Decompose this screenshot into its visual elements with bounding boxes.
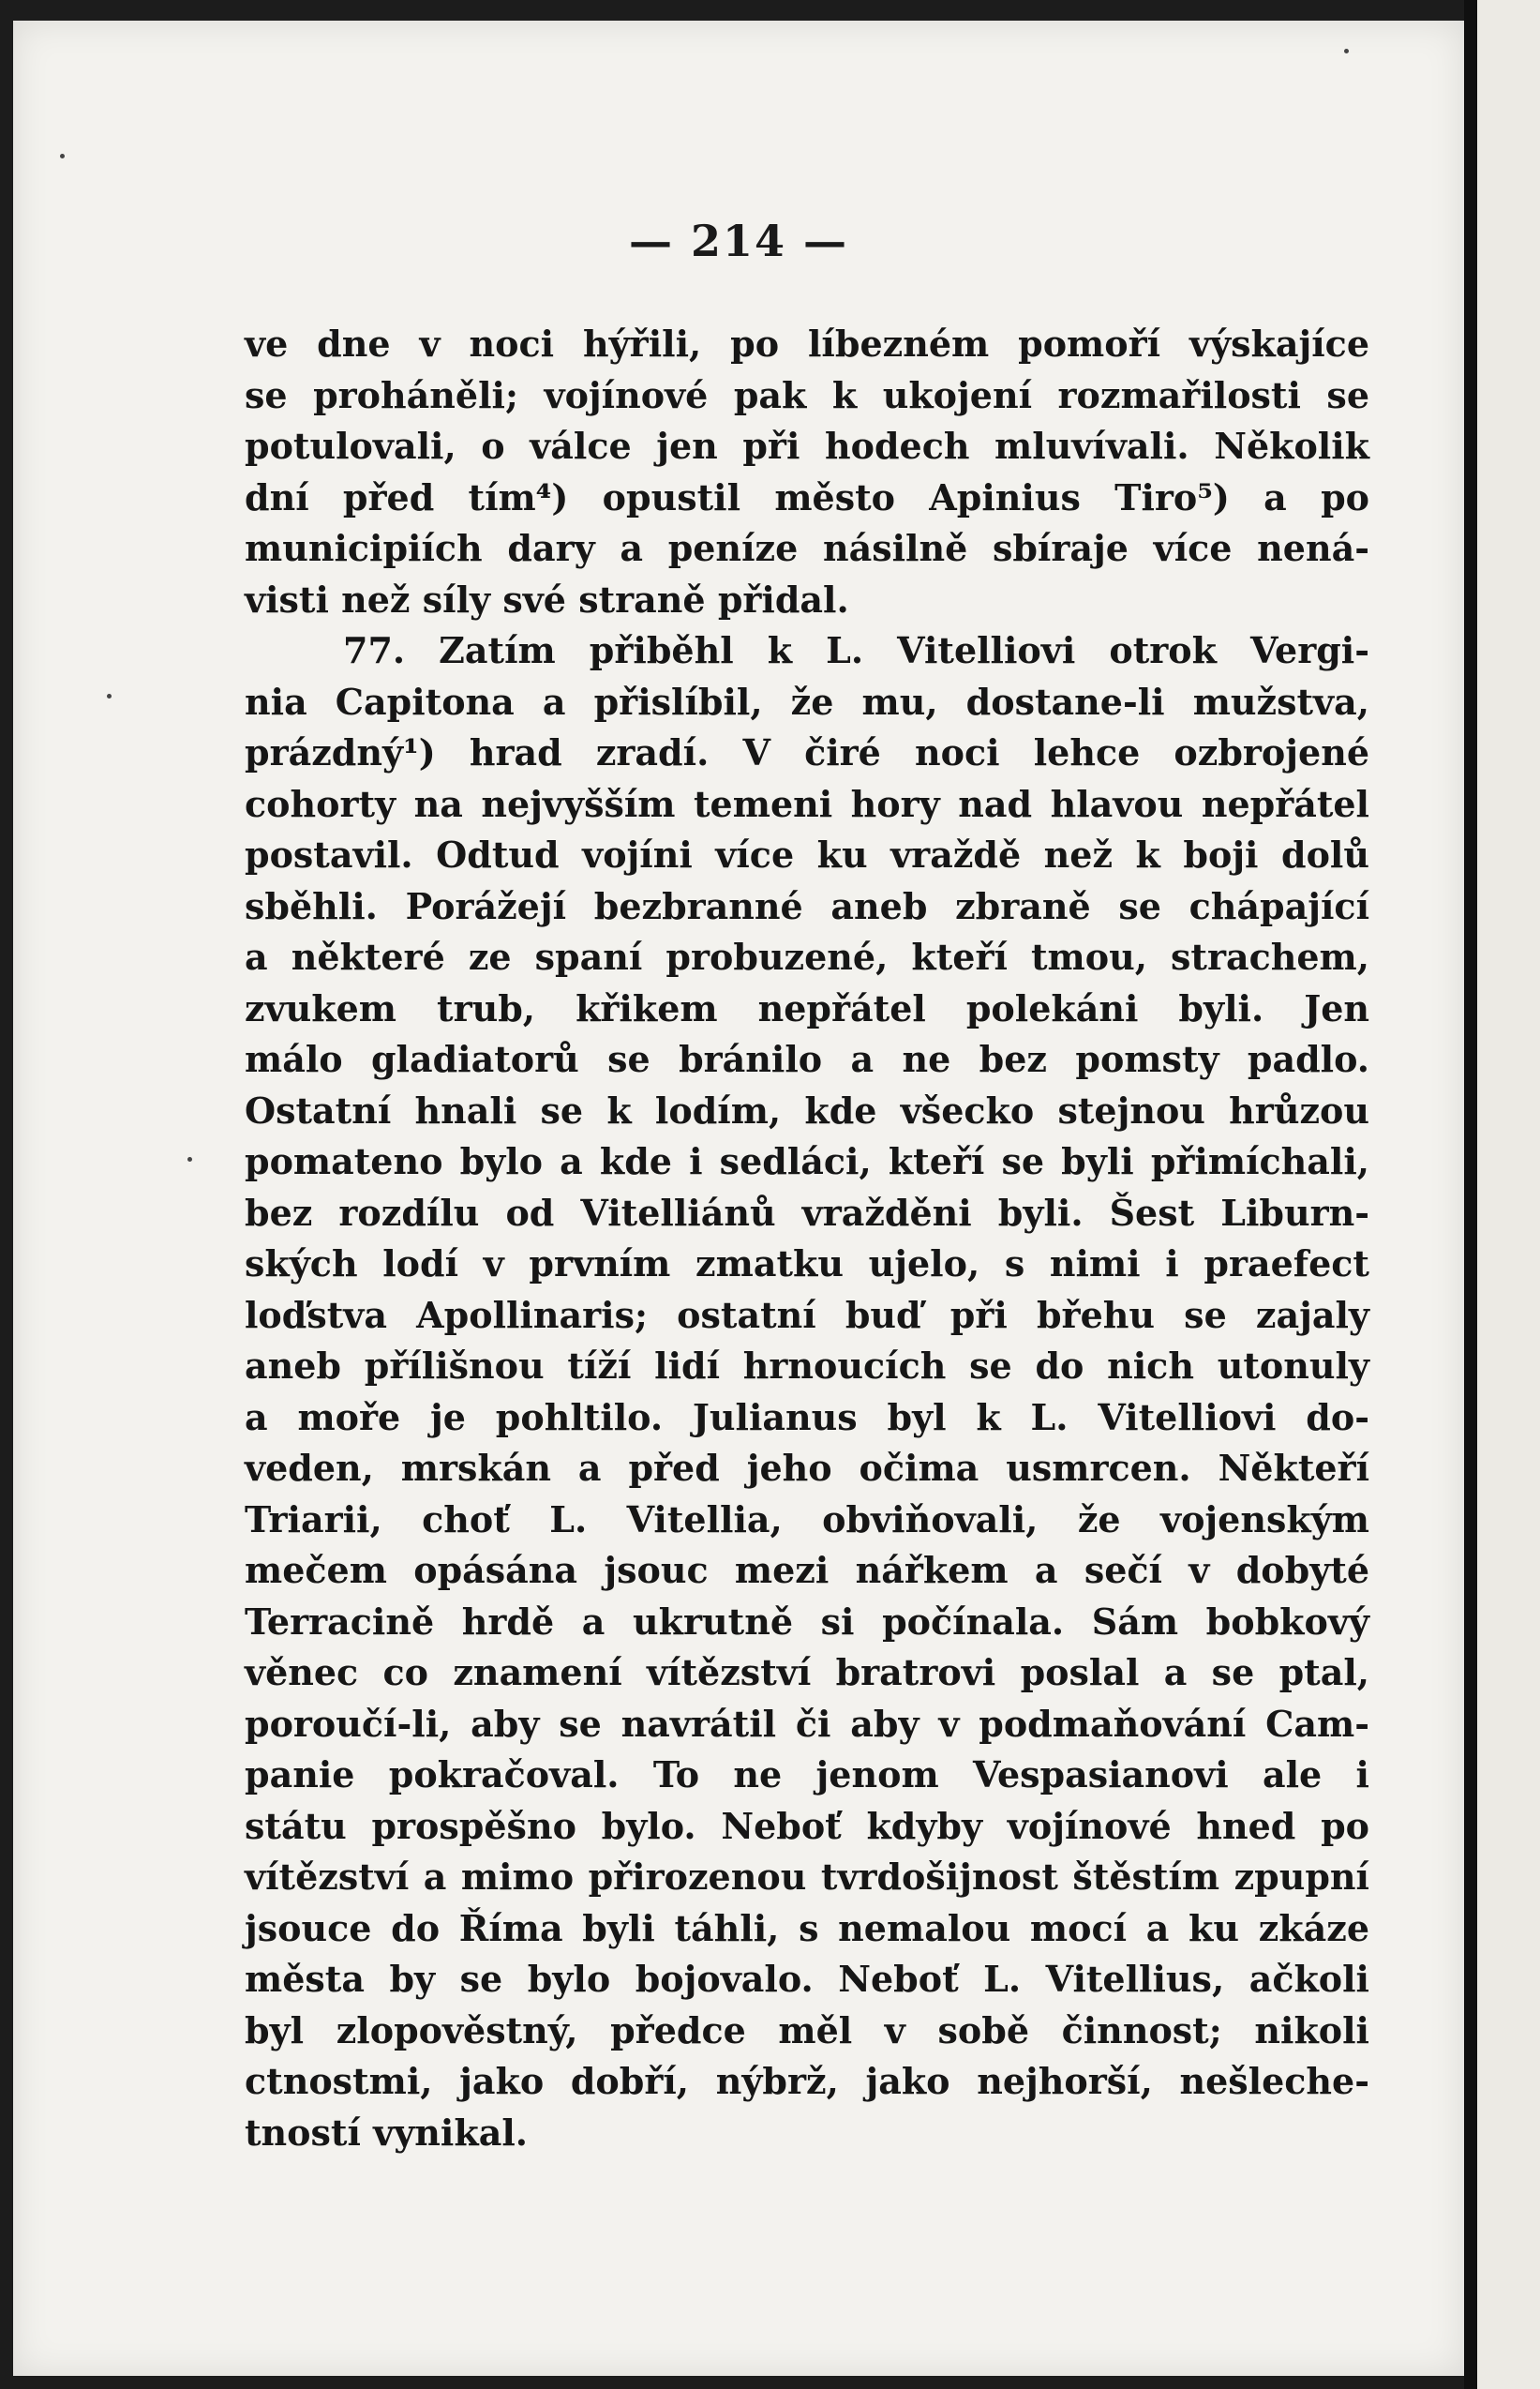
text-line: prázdný¹) hrad zradí. V čiré noci lehce ozbrojené — [245, 731, 1369, 774]
text-line: ve dne v noci hýřili, po líbezném pomoří výskajíce — [245, 323, 1369, 365]
text-line: byl zlopověstný, předce měl v sobě činnost; nikoli — [245, 2008, 1369, 2051]
text-line: státu prospěšno bylo. Neboť kdyby vojínové hned po — [245, 1804, 1369, 1847]
text-line: potulovali, o válce jen při hodech mluvívali. Několik — [245, 425, 1369, 467]
text-line: jsouce do Říma byli táhli, s nemalou mocí a ku zkáze — [245, 1906, 1369, 1949]
text-line: vítězství a mimo přirozenou tvrdošijnost štěstím zpupní — [245, 1856, 1369, 1898]
text-line: zvukem trub, křikem nepřátel polekáni byli. Jen — [245, 986, 1369, 1029]
text-line: postavil. Odtud vojíni více ku vraždě než k boji dolů — [245, 834, 1369, 876]
text-line: municipiích dary a peníze násilně sbíraje více nená- — [245, 527, 1369, 569]
gutter-shadow — [1464, 0, 1477, 2389]
text-line: Ostatní hnali se k lodím, kde všecko stejnou hrůzou — [245, 1089, 1369, 1132]
text-line: aneb přílišnou tíží lidí hrnoucích se do nich utonuly — [245, 1345, 1369, 1387]
text-line: Triarii, choť L. Vitellia, obviňovali, že vojenským — [245, 1497, 1369, 1540]
text-line: a některé ze spaní probuzené, kteří tmou, strachem, — [245, 936, 1369, 978]
text-line: města by se bylo bojovalo. Neboť L. Vitellius, ačkoli — [245, 1958, 1369, 2000]
page-number: — 214 — — [628, 216, 849, 266]
text-line: se proháněli; vojínové pak k ukojení rozmařilosti se — [245, 373, 1369, 416]
book-page — [13, 21, 1464, 2376]
text-line: poroučí-li, aby se navrátil či aby v podmaňování Cam- — [245, 1702, 1369, 1745]
speck-mark — [187, 1157, 192, 1162]
text-line: pomateno bylo a kde i sedláci, kteří se byli přimíchali, — [245, 1140, 1369, 1182]
text-line: Terracině hrdě a ukrutně si počínala. Sám bobkový — [245, 1600, 1369, 1643]
body-text — [245, 319, 1369, 2158]
text-line: dní před tím⁴) opustil město Apinius Tiro⁵) a po — [245, 475, 1369, 518]
text-line: loďstva Apollinaris; ostatní buď při břehu se zajaly — [245, 1293, 1369, 1336]
text-line: panie pokračoval. To ne jenom Vespasianovi ale i — [245, 1753, 1369, 1796]
text-line: věnec co znamení vítězství bratrovi poslal a se ptal, — [245, 1651, 1369, 1693]
speck-mark — [107, 694, 112, 699]
text-line: ctnostmi, jako dobří, nýbrž, jako nejhorší, nešleche- — [245, 2060, 1369, 2102]
text-line: a moře je pohltilo. Julianus byl k L. Vitelliovi do- — [245, 1395, 1369, 1438]
text-line: veden, mrskán a před jeho očima usmrcen. Někteří — [245, 1447, 1369, 1489]
text-line: 77. Zatím přiběhl k L. Vitelliovi otrok Vergi- — [343, 629, 1369, 671]
text-line: tností vynikal. — [245, 2111, 528, 2154]
text-line: ských lodí v prvním zmatku ujelo, s nimi i praefect — [245, 1242, 1369, 1285]
text-line: cohorty na nejvyšším temeni hory nad hlavou nepřátel — [245, 782, 1369, 825]
text-line: mečem opásána jsouc mezi nářkem a sečí v dobyté — [245, 1549, 1369, 1591]
text-line: visti než síly své straně přidal. — [245, 578, 849, 621]
speck-mark — [60, 154, 65, 158]
text-line: málo gladiatorů se bránilo a ne bez pomsty padlo. — [245, 1038, 1369, 1080]
text-line: nia Capitona a přislíbil, že mu, dostane-li mužstva, — [245, 680, 1369, 723]
text-line: sběhli. Porážejí bezbranné aneb zbraně se chápající — [245, 884, 1369, 927]
text-line: bez rozdílu od Vitelliánů vražděni byli. Šest Liburn- — [245, 1191, 1369, 1234]
speck-mark — [1344, 49, 1349, 53]
